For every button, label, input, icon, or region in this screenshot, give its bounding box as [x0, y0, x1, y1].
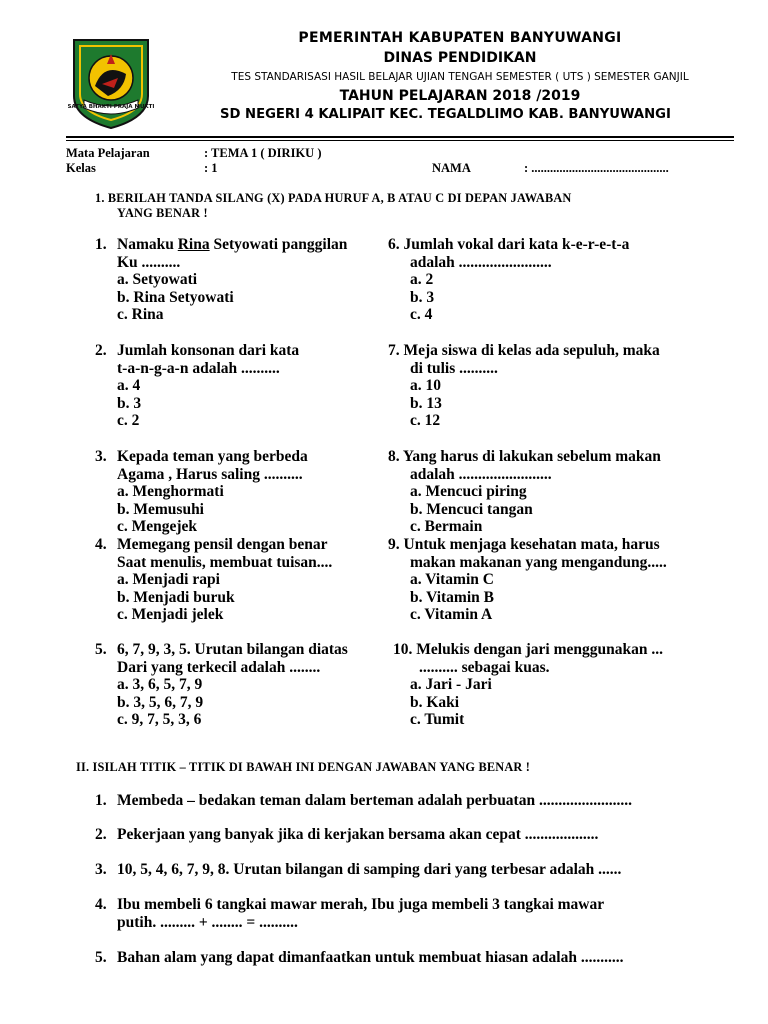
name-field[interactable]: : ............................................: [524, 161, 669, 175]
essay-3: 3. 10, 5, 4, 6, 7, 9, 8. Urutan bilangan di samping dari yang terbesar adalah ......: [95, 861, 622, 878]
option-b[interactable]: b. Kaki: [410, 693, 460, 711]
option-b[interactable]: b. Rina Setyowati: [117, 288, 234, 306]
option-a[interactable]: a. Mencuci piring: [410, 483, 527, 501]
question-2: 2. Jumlah konsonan dari kata t-a-n-g-a-n adalah .......... a. 4 b. 3 c. 2: [95, 342, 300, 430]
option-a[interactable]: a. Setyowati: [117, 271, 198, 289]
option-a[interactable]: a. 2: [410, 271, 434, 289]
section1-instruction: 1. BERILAH TANDA SILANG (X) PADA HURUF A, B ATAU C DI DEPAN JAWABAN: [95, 191, 572, 205]
option-b[interactable]: b. Vitamin B: [410, 588, 494, 606]
question-6: 6. Jumlah vokal dari kata k-e-r-e-t-a adalah ........................ a. 2 b. 3 c. 4: [388, 236, 630, 324]
option-b[interactable]: b. 3, 5, 6, 7, 9: [117, 693, 204, 711]
question-8: 8. Yang harus di lakukan sebelum makan adalah ........................ a. Mencuci piring b. Mencuci tangan c. Bermain: [388, 448, 661, 536]
option-a[interactable]: a. Jari - Jari: [410, 676, 492, 694]
option-a[interactable]: a. Menjadi rapi: [117, 571, 220, 589]
question-1: 1. Namaku Rina Setyowati panggilan Ku .......... a. Setyowati b. Rina Setyowati c. Rina: [95, 236, 348, 324]
option-a[interactable]: a. 4: [117, 377, 141, 395]
option-c[interactable]: c. Bermain: [410, 518, 483, 536]
government-title: PEMERINTAH KABUPATEN BANYUWANGI: [298, 30, 622, 46]
header-divider-thick: [66, 136, 734, 138]
department-title: DINAS PENDIDIKAN: [383, 50, 537, 66]
option-c[interactable]: c. 12: [410, 412, 441, 430]
logo-motto: SATYA BHAKTI PRAJA MUKTI: [68, 104, 154, 110]
option-b[interactable]: b. Memusuhi: [117, 500, 204, 518]
option-b[interactable]: b. Menjadi buruk: [117, 588, 235, 606]
essay-2: 2. Pekerjaan yang banyak jika di kerjakan bersama akan cepat ...................: [95, 826, 599, 843]
question-7: 7. Meja siswa di kelas ada sepuluh, maka di tulis .......... a. 10 b. 13 c. 12: [388, 342, 660, 430]
option-c[interactable]: c. Menjadi jelek: [117, 606, 224, 624]
essay-5: 5. Bahan alam yang dapat dimanfaatkan untuk membuat hiasan adalah ...........: [95, 949, 624, 966]
option-b[interactable]: b. 3: [410, 288, 435, 306]
header-divider-thin: [66, 140, 734, 141]
class-label: Kelas: [66, 161, 96, 175]
school-name: SD NEGERI 4 KALIPAIT KEC. TEGALDLIMO KAB. BANYUWANGI: [220, 107, 671, 122]
question-9: 9. Untuk menjaga kesehatan mata, harus makan makanan yang mengandung..... a. Vitamin C b. Vitamin B c. Vitamin A: [388, 536, 667, 624]
section2-instruction: II. ISILAH TITIK – TITIK DI BAWAH INI DENGAN JAWABAN YANG BENAR !: [76, 760, 531, 774]
option-c[interactable]: c. 9, 7, 5, 3, 6: [117, 711, 202, 729]
essay-1: 1. Membeda – bedakan teman dalam berteman adalah perbuatan ........................: [95, 792, 632, 809]
question-10: 10. Melukis dengan jari menggunakan ... .......... sebagai kuas. a. Jari - Jari b. Kaki c. Tumit: [393, 641, 664, 729]
class-value: : 1: [204, 161, 218, 175]
option-c[interactable]: c. 4: [410, 306, 433, 324]
option-b[interactable]: b. 13: [410, 394, 442, 412]
option-c[interactable]: c. Mengejek: [117, 518, 198, 536]
question-4: 4. Memegang pensil dengan benar Saat menulis, membuat tuisan.... a. Menjadi rapi b. Menjadi buruk c. Menjadi jelek: [95, 536, 333, 624]
subject-value: : TEMA 1 ( DIRIKU ): [204, 146, 322, 160]
option-a[interactable]: a. Menghormati: [117, 483, 224, 501]
question-3: 3. Kepada teman yang berbeda Agama , Harus saling .......... a. Menghormati b. Memusuhi c. Mengejek: [95, 448, 308, 536]
option-c[interactable]: c. Rina: [117, 306, 164, 324]
test-title: TES STANDARISASI HASIL BELAJAR UJIAN TENGAH SEMESTER ( UTS ) SEMESTER GANJIL: [231, 71, 689, 83]
option-a[interactable]: a. 10: [410, 377, 441, 395]
option-b[interactable]: b. Mencuci tangan: [410, 500, 533, 518]
option-b[interactable]: b. 3: [117, 394, 142, 412]
section1-instruction-cont: YANG BENAR !: [117, 206, 208, 220]
option-c[interactable]: c. 2: [117, 412, 140, 430]
subject-label: Mata Pelajaran: [66, 146, 150, 160]
question-5: 5. 6, 7, 9, 3, 5. Urutan bilangan diatas Dari yang terkecil adalah ........ a. 3, 6, 5, 7, 9 b. 3, 5, 6, 7, 9 c. 9, 7, 5, 3, 6: [95, 641, 348, 729]
regency-logo: [68, 34, 154, 130]
option-c[interactable]: c. Vitamin A: [410, 606, 493, 624]
academic-year: TAHUN PELAJARAN 2018 /2019: [339, 88, 581, 104]
regency-emblem-icon: [68, 34, 154, 130]
essay-4: 4. Ibu membeli 6 tangkai mawar merah, Ibu juga membeli 3 tangkai mawar putih. ......... + ........ = ..........: [95, 896, 605, 931]
option-a[interactable]: a. 3, 6, 5, 7, 9: [117, 676, 203, 694]
name-label: NAMA: [432, 161, 471, 175]
option-a[interactable]: a. Vitamin C: [410, 571, 494, 589]
option-c[interactable]: c. Tumit: [410, 711, 465, 729]
